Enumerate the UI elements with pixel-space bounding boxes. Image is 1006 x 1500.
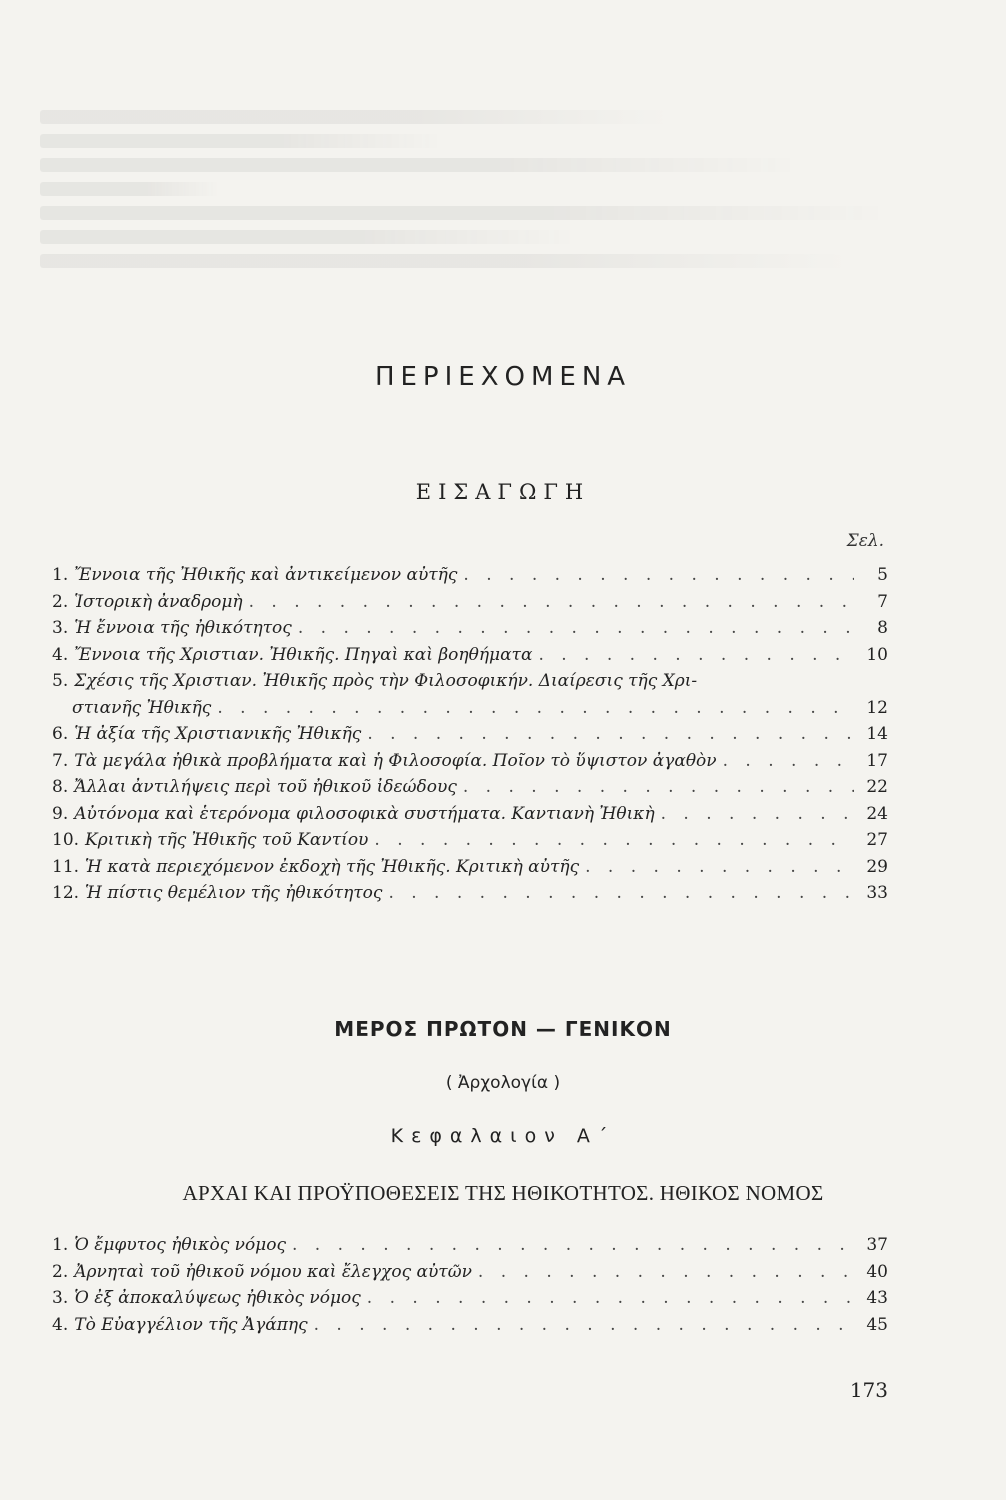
leader-dots (463, 562, 854, 589)
leader-dots (298, 615, 854, 642)
part-heading: ΜΕΡΟΣ ΠΡΩΤΟΝ — ΓΕΝΙΚΟΝ (334, 1017, 672, 1041)
page-number: 173 (849, 1378, 888, 1402)
chapter-toc (52, 1232, 888, 1338)
entry-page: 40 (866, 1261, 888, 1282)
entry-number: 5. (52, 671, 69, 691)
entry-page: 12 (866, 697, 888, 718)
entry-title: Ἄλλαι ἀντιλήψεις περὶ τοῦ ἠθικοῦ ἰδεώδους (74, 777, 457, 797)
chapter-label: Κεφαλαιον Α΄ (390, 1125, 616, 1147)
entry-title: Ἔννοια τῆς Ἠθικῆς καὶ ἀντικείμενον αὐτῆς (74, 565, 458, 585)
leader-dots (585, 854, 854, 881)
entry-number: 10. (52, 830, 80, 850)
leader-dots (217, 695, 854, 722)
leader-dots (723, 748, 854, 775)
toc-entry (52, 589, 888, 616)
toc-entry (52, 721, 888, 748)
toc-entry (52, 642, 888, 669)
entry-title: Ὁ ἐξ ἀποκαλύψεως ἠθικὸς νόμος (74, 1288, 361, 1308)
entry-number: 4. (52, 644, 69, 665)
entry-number: 3. (52, 1288, 69, 1308)
entry-page: 22 (866, 777, 888, 797)
entry-number: 7. (52, 750, 69, 771)
entry-title: Κριτικὴ τῆς Ἠθικῆς τοῦ Καντίου (85, 830, 369, 850)
entry-number: 1. (52, 1235, 69, 1255)
leader-dots (661, 801, 854, 828)
toc-entry (52, 1232, 888, 1259)
entry-number: 1. (52, 565, 69, 585)
entry-title: Ἔννοια τῆς Χριστιαν. Ἠθικῆς. Πηγαὶ καὶ βοηθήματα (74, 644, 533, 665)
entry-title: Τὰ μεγάλα ἠθικὰ προβλήματα καὶ ἡ Φιλοσοφία. Ποῖον τὸ ὕψιστον ἀγαθὸν (74, 750, 717, 771)
entry-title: Ἡ ἔννοια τῆς ἠθικότητος (74, 618, 292, 638)
entry-page: 14 (866, 724, 888, 744)
entry-page: 7 (877, 591, 888, 612)
entry-page: 29 (866, 856, 888, 877)
entry-title: Ἡ ἀξία τῆς Χριστιανικῆς Ἠθικῆς (74, 724, 362, 744)
toc-entry (52, 668, 888, 695)
entry-page: 17 (866, 750, 888, 771)
toc-entry (52, 774, 888, 801)
entry-title: Ἱστορικὴ ἀναδρομὴ (74, 591, 243, 612)
entry-page: 24 (866, 803, 888, 824)
entry-title: Ἡ κατὰ περιεχόμενον ἐκδοχὴ τῆς Ἠθικῆς. Κριτικὴ αὐτῆς (85, 856, 580, 877)
entry-page: 43 (866, 1288, 888, 1308)
leader-dots (374, 827, 854, 854)
entry-page: 10 (866, 644, 888, 665)
entry-page: 8 (877, 618, 888, 638)
part-subheading: ( Ἀρχολογία ) (445, 1073, 561, 1093)
entry-title-continued: στιανῆς Ἠθικῆς (72, 697, 212, 718)
leader-dots (463, 774, 854, 801)
toc-entry (52, 748, 888, 775)
intro-heading: ΕΙΣΑΓΩΓΗ (415, 480, 591, 504)
toc-entry (52, 801, 888, 828)
leader-dots (538, 642, 854, 669)
toc-entry (52, 562, 888, 589)
entry-number: 11. (52, 856, 80, 877)
leader-dots (292, 1232, 854, 1259)
entry-number: 4. (52, 1314, 69, 1335)
entry-number: 3. (52, 618, 69, 638)
entry-page: 33 (866, 883, 888, 903)
leader-dots (478, 1259, 854, 1286)
toc-entry (52, 854, 888, 881)
entry-title: Σχέσις τῆς Χριστιαν. Ἠθικῆς πρὸς τὴν Φιλοσοφικήν. Διαίρεσις τῆς Χρι- (74, 671, 698, 691)
leader-dots (367, 721, 854, 748)
page-column-label: Σελ. (846, 531, 884, 551)
entry-number: 9. (52, 803, 69, 824)
toc-entry (52, 1259, 888, 1286)
entry-page: 27 (866, 830, 888, 850)
entry-title: Ὁ ἔμφυτος ἠθικὸς νόμος (74, 1235, 286, 1255)
entry-number: 8. (52, 777, 69, 797)
toc-entry (52, 880, 888, 907)
entry-title: Ἀρνηταὶ τοῦ ἠθικοῦ νόμου καὶ ἔλεγχος αὐτῶν (74, 1261, 472, 1282)
entry-number: 2. (52, 1261, 69, 1282)
leader-dots (314, 1312, 854, 1339)
entry-number: 2. (52, 591, 69, 612)
entry-number: 12. (52, 883, 80, 903)
bleed-through-text (40, 100, 940, 330)
chapter-title: ΑΡΧΑΙ ΚΑΙ ΠΡΟΫΠΟΘΕΣΕΙΣ ΤΗΣ ΗΘΙΚΟΤΗΤΟΣ. ΗΘΙΚΟΣ ΝΟΜΟΣ (182, 1181, 824, 1205)
entry-title: Αὐτόνομα καὶ ἑτερόνομα φιλοσοφικὰ συστήματα. Καντιανὴ Ἠθικὴ (74, 803, 655, 824)
entry-title: Τὸ Εὐαγγέλιον τῆς Ἀγάπης (74, 1314, 308, 1335)
entry-page: 37 (866, 1235, 888, 1255)
page-title: ΠΕΡΙΕΧΟΜΕΝΑ (374, 362, 632, 392)
toc-entry-continuation (52, 695, 888, 722)
leader-dots (249, 589, 854, 616)
toc-entry (52, 1285, 888, 1312)
entry-page: 45 (866, 1314, 888, 1335)
leader-dots (388, 880, 854, 907)
toc-entry (52, 1312, 888, 1339)
leader-dots (367, 1285, 854, 1312)
toc-entry (52, 615, 888, 642)
entry-page: 5 (877, 565, 888, 585)
entry-title: Ἡ πίστις θεμέλιον τῆς ἠθικότητος (85, 883, 383, 903)
intro-toc (52, 562, 888, 907)
toc-entry (52, 827, 888, 854)
entry-number: 6. (52, 724, 69, 744)
